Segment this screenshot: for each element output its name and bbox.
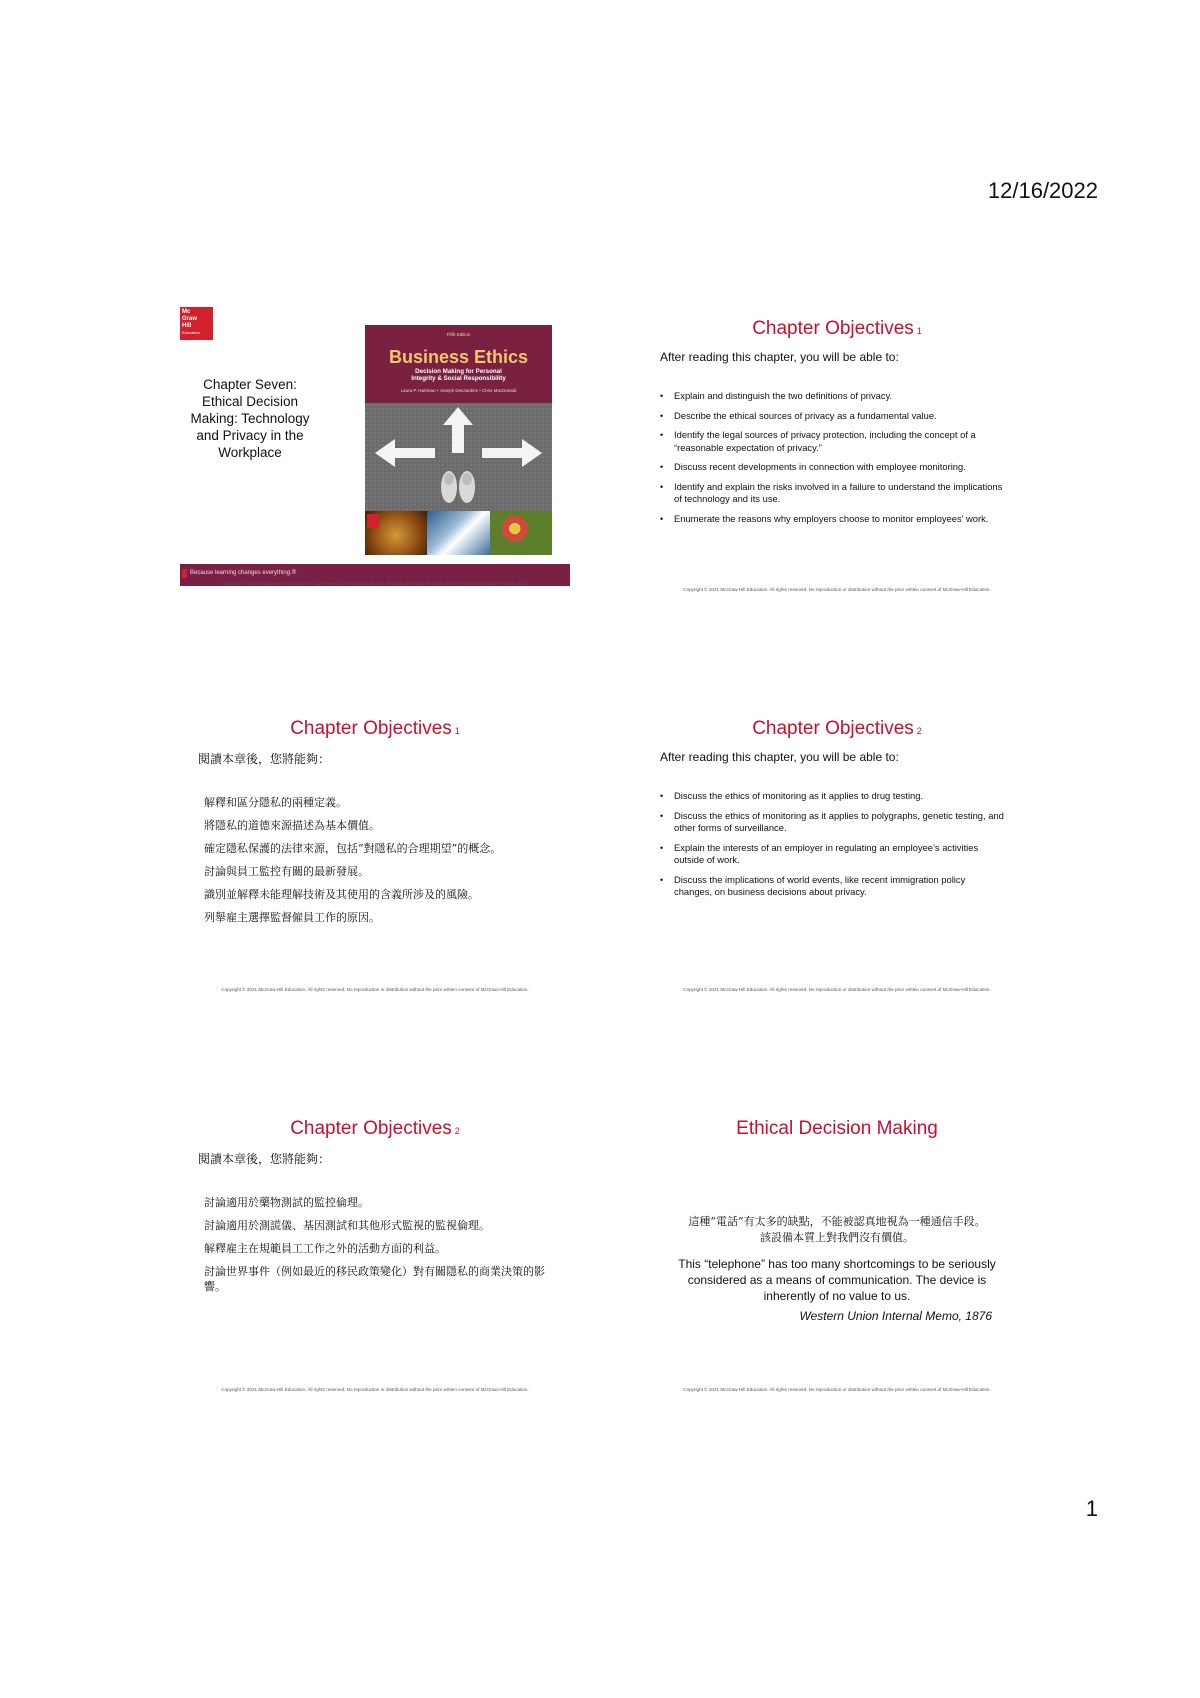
cover-subtitle-line-2: Integrity & Social Responsibility	[411, 375, 506, 382]
slide-number-mark: 1	[454, 726, 460, 736]
slide-title	[642, 718, 1032, 740]
quote-chinese	[650, 1214, 1024, 1246]
cover-road-image	[365, 403, 552, 511]
cover-subtitle	[365, 368, 552, 382]
cover-subtitle-line-1: Decision Making for Personal	[415, 368, 502, 375]
cover-title: Business Ethics	[388, 347, 529, 367]
objectives-list	[660, 390, 1005, 525]
list-item: • Discuss the ethics of monitoring as it applies to drug testing.	[660, 790, 1005, 803]
copyright: Copyright © 2021 McGraw-Hill Education. All rights reserved. No reproduction or distribution without the prior written consent of McGraw-Hill Education.	[221, 1387, 529, 1392]
mini-logo-icon	[367, 514, 379, 528]
copyright: Copyright © 2021 McGraw-Hill Education. All rights reserved. No reproduction or distribution without the prior written consent of McGraw-Hill Education.	[683, 987, 991, 992]
list-item: • Enumerate the reasons why employers choose to monitor employees’ work.	[660, 513, 1005, 526]
slide-title	[180, 1118, 570, 1140]
list-item: • Explain and distinguish the two definitions of privacy.	[660, 390, 1005, 403]
slide-objectives-1-zh	[180, 700, 570, 1000]
copyright: Copyright © 2021 McGraw-Hill Education. All rights reserved. No reproduction or distribution without the prior written consent of McGraw-Hill Education.	[683, 587, 991, 592]
list-item: • Discuss recent developments in connection with employee monitoring.	[660, 461, 1005, 474]
quote-chinese-line-2: 該設備本質上對我們沒有價值。	[760, 1231, 914, 1244]
slide-title-cover	[180, 300, 570, 600]
flower-thumbnail	[490, 511, 552, 555]
list-item: • Discuss the ethics of monitoring as it applies to polygraphs, genetic testing, and other forms of surveillance.	[660, 810, 1005, 835]
logo-sub: Education	[182, 330, 200, 335]
slide-objectives-2-zh	[180, 1100, 570, 1400]
list-item: • Explain the interests of an employer in regulating an employee’s activities outside of work.	[660, 842, 1005, 867]
quote-source: Western Union Internal Memo, 1876	[799, 1309, 992, 1323]
list-item: 將隱私的道德來源描述為基本價值。	[204, 819, 380, 832]
slide-title-text: Chapter Objectives	[290, 718, 452, 739]
slide-title-text: Chapter Objectives	[752, 718, 914, 739]
cover-authors: Laura P. Hartman • Joseph DesJardins • Chris MacDonald	[400, 388, 517, 393]
mcgraw-hill-logo	[180, 307, 213, 340]
list-item: 識別並解釋未能理解技術及其使用的含義所涉及的風險。	[204, 888, 479, 901]
list-item: 解釋雇主在規範員工工作之外的活動方面的利益。	[204, 1242, 446, 1255]
logo-line-3: Hill	[182, 323, 192, 329]
copyright: Copyright © 2021 McGraw-Hill Education. All rights reserved. No reproduction or distribution without the prior written consent of McGraw-Hill Education.	[221, 581, 529, 586]
slide-title	[180, 718, 570, 740]
book-cover	[365, 325, 552, 555]
page-date: 12/16/2022	[987, 178, 1098, 203]
slide-number-mark: 2	[916, 726, 922, 736]
objectives-list	[204, 795, 559, 925]
slide-title-text: Chapter Objectives	[752, 318, 914, 339]
intro-text: 閱讀本章後，您將能夠：	[198, 1152, 331, 1166]
copyright: Copyright © 2021 McGraw-Hill Education. All rights reserved. No reproduction or distribution without the prior written consent of McGraw-Hill Education.	[683, 1387, 991, 1392]
tagline: Because learning changes everything.®	[190, 570, 297, 576]
list-item: 確定隱私保護的法律來源，包括“對隱私的合理期望”的概念。	[204, 842, 502, 855]
abstract-thumbnail	[427, 511, 489, 555]
list-item: • Identify and explain the risks involved in a failure to understand the implications of technology and its use.	[660, 481, 1005, 506]
list-item: 討論世界事件（例如最近的移民政策變化）對有關隱私的商業決策的影響。	[204, 1265, 545, 1293]
list-item: 討論適用於測謊儀、基因測試和其他形式監視的監視倫理。	[204, 1219, 490, 1232]
chapter-heading: Chapter Seven: Ethical Decision Making: Technology and Privacy in the Workplace	[190, 377, 310, 460]
quote-chinese-line-1: 這種“電話”有太多的缺點，不能被認真地視為一種通信手段。	[688, 1215, 986, 1228]
quote-english: This “telephone” has too many shortcomings to be seriously considered as a means of communication. The device is inherently of no value to us.	[678, 1257, 996, 1303]
slide-title: Ethical Decision Making	[736, 1118, 938, 1139]
compass-thumbnail	[365, 511, 427, 555]
objectives-list	[204, 1195, 559, 1294]
slide-title-text: Chapter Objectives	[290, 1118, 452, 1139]
objectives-list	[660, 790, 1005, 899]
slide-ethical-decision-making	[642, 1100, 1032, 1400]
intro-text: 閱讀本章後，您將能夠：	[198, 752, 331, 766]
intro-text: After reading this chapter, you will be able to:	[660, 350, 899, 364]
intro-text: After reading this chapter, you will be able to:	[660, 750, 899, 764]
slide-objectives-2-en	[642, 700, 1032, 1000]
cover-header	[365, 325, 552, 403]
slide-objectives-1-en	[642, 300, 1032, 600]
list-item: 解釋和區分隱私的兩種定義。	[204, 796, 347, 809]
list-item: 討論適用於藥物測試的監控倫理。	[204, 1196, 369, 1209]
logo-line-1: Mc	[182, 309, 191, 315]
list-item: • Discuss the implications of world events, like recent immigration policy changes, on business decisions about privacy.	[660, 874, 1005, 899]
list-item: 討論與員工監控有關的最新發展。	[204, 865, 369, 878]
slide-number-mark: 2	[454, 1126, 460, 1136]
list-item: 列舉雇主選擇監督僱員工作的原因。	[204, 911, 380, 924]
cover-thumbnails	[365, 511, 552, 555]
road-arrows-icon	[365, 403, 552, 511]
list-item: • Identify the legal sources of privacy protection, including the concept of a “reasonable expectation of privacy.”	[660, 429, 1005, 454]
cover-edition: Fifth Edition	[446, 332, 471, 337]
copyright: Copyright © 2021 McGraw-Hill Education. All rights reserved. No reproduction or distribution without the prior written consent of McGraw-Hill Education.	[221, 987, 529, 992]
logo-line-2: Graw	[182, 316, 198, 322]
slide-number-mark: 1	[916, 326, 922, 336]
tagline-mark-icon	[182, 569, 187, 578]
slide-title	[642, 318, 1032, 340]
list-item: • Describe the ethical sources of privacy as a fundamental value.	[660, 410, 1005, 423]
page-number: 1	[1085, 1496, 1098, 1521]
